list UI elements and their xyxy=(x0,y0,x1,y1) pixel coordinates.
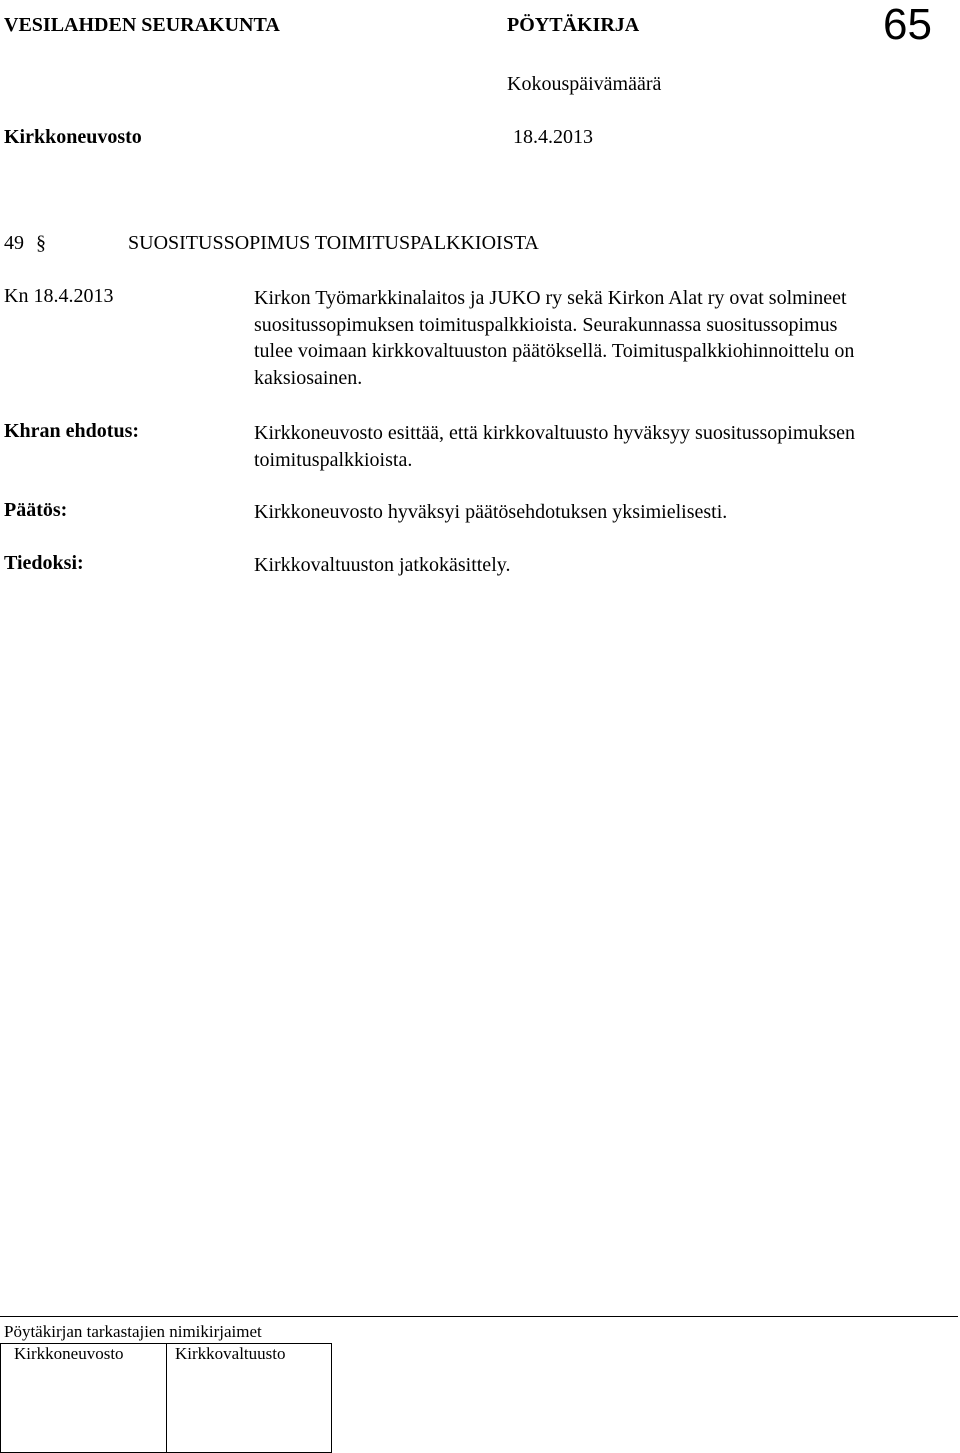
initials-box-kirkkoneuvosto xyxy=(0,1343,167,1453)
section-mark: § xyxy=(36,232,46,254)
initials-box-label: Kirkkoneuvosto xyxy=(14,1344,124,1363)
item-text-for-information xyxy=(254,552,954,579)
page-number: 65 xyxy=(883,0,932,49)
document-type: PÖYTÄKIRJA xyxy=(507,14,640,36)
item-label-for-information: Tiedoksi: xyxy=(4,552,84,574)
text-line: kaksiosainen. xyxy=(254,366,363,389)
item-label-kn-date: Kn 18.4.2013 xyxy=(4,285,114,307)
item-text-proposal xyxy=(254,420,954,473)
text-line: toimituspalkkioista. xyxy=(254,448,413,471)
body-name: Kirkkoneuvosto xyxy=(4,126,142,148)
text-line: Kirkkoneuvosto esittää, että kirkkovaltuusto hyväksyy suositussopimuksen xyxy=(254,422,856,444)
initials-box-kirkkovaltuusto xyxy=(165,1343,332,1453)
date-label: Kokouspäivämäärä xyxy=(507,73,662,95)
item-label-decision: Päätös: xyxy=(4,499,68,521)
item-text-background xyxy=(254,285,954,391)
footer-label: Pöytäkirjan tarkastajien nimikirjaimet xyxy=(4,1322,262,1341)
initials-box-label: Kirkkovaltuusto xyxy=(175,1344,286,1363)
meeting-date: 18.4.2013 xyxy=(513,126,593,148)
text-line: Kirkkoneuvosto hyväksyi päätösehdotuksen yksimielisesti. xyxy=(254,501,728,523)
text-line: Kirkon Työmarkkinalaitos ja JUKO ry sekä Kirkon Alat ry ovat solmineet xyxy=(254,287,847,309)
footer-divider xyxy=(0,1316,958,1317)
organization-name: VESILAHDEN SEURAKUNTA xyxy=(4,14,280,36)
item-text-decision xyxy=(254,499,954,526)
text-line: Kirkkovaltuuston jatkokäsittely. xyxy=(254,554,511,576)
item-label-proposal: Khran ehdotus: xyxy=(4,420,140,442)
section-number: 49 xyxy=(4,232,24,254)
text-line: tulee voimaan kirkkovaltuuston päätöksellä. Toimituspalkkiohinnoittelu on xyxy=(254,340,855,362)
section-title: SUOSITUSSOPIMUS TOIMITUSPALKKIOISTA xyxy=(128,232,539,254)
text-line: suositussopimuksen toimituspalkkioista. Seurakunnassa suositussopimus xyxy=(254,313,838,336)
